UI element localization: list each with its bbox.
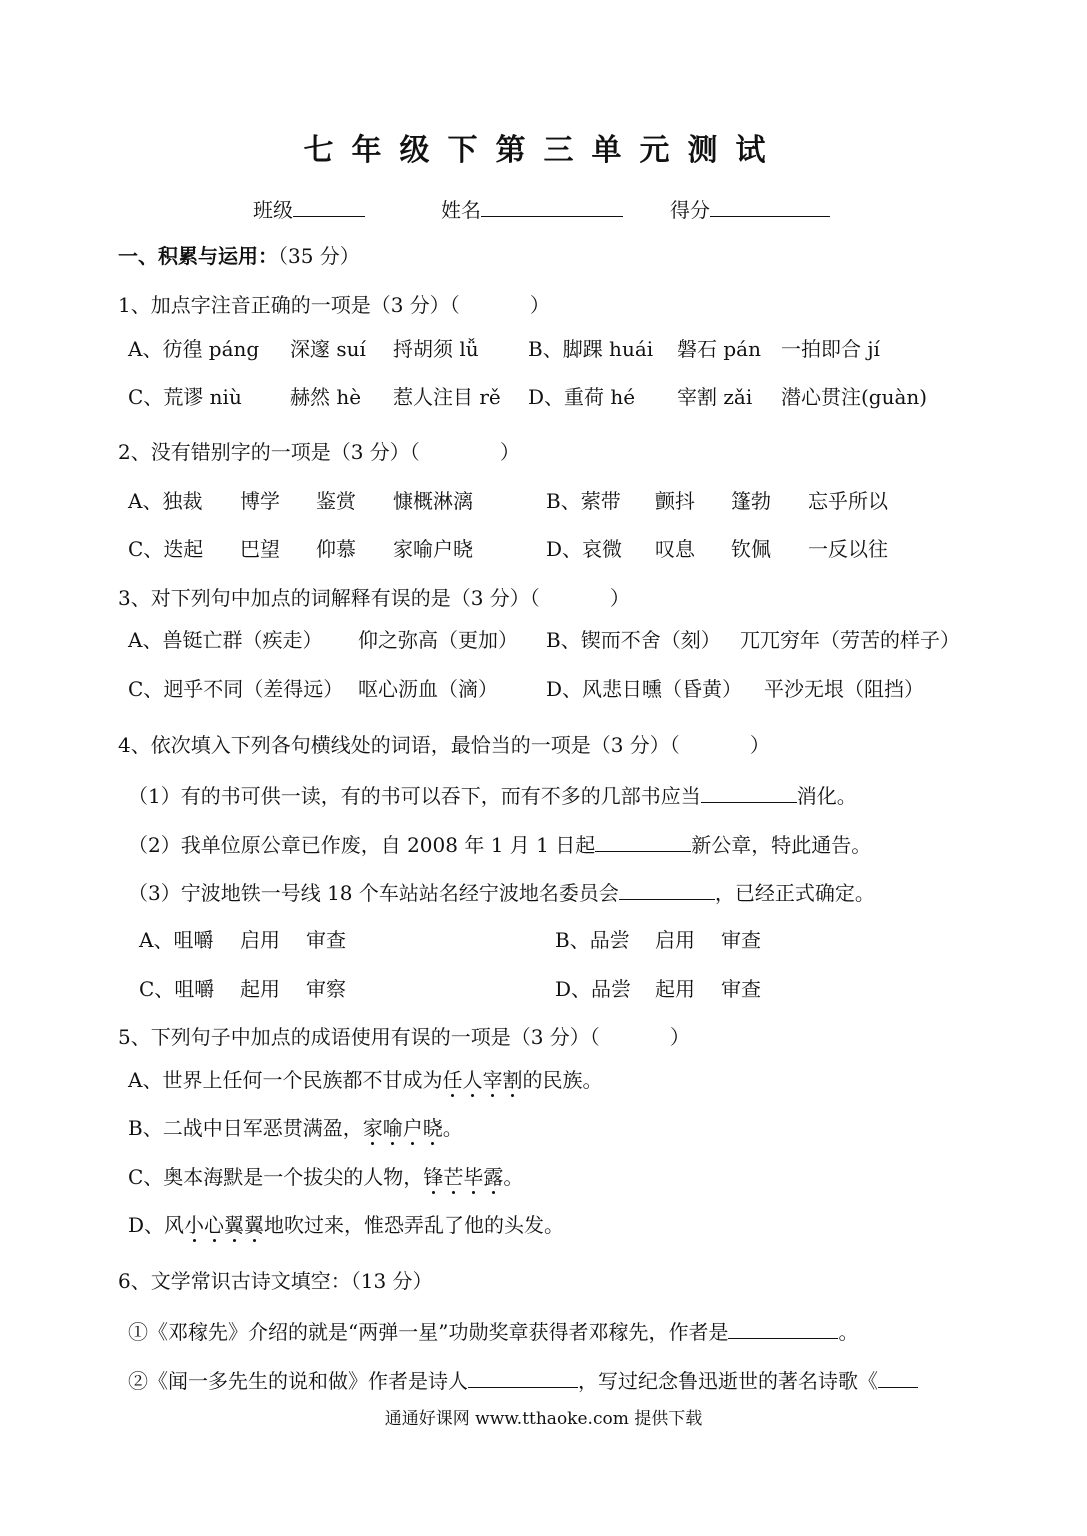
q1-option-c-item2: 赫然 hè (290, 385, 362, 409)
q1-option-b-item2: 磐石 pán (677, 337, 761, 361)
class-blank (293, 198, 365, 217)
q2-option-c-item3: 仰慕 (316, 537, 356, 561)
q3-option-b: B、锲而不舍（刻） (546, 628, 721, 652)
q4-option-c: C、咀嚼 (139, 977, 215, 1001)
q2-option-d: D、哀微 (546, 537, 623, 561)
q2-option-a: A、独裁 (128, 489, 203, 513)
q2-option-a-item4: 慷概淋漓 (393, 489, 473, 513)
emphasis-dot-char: 户 (402, 1116, 423, 1140)
q5-stem: 5、下列句子中加点的成语使用有误的一项是（3 分）（ ） (118, 1025, 690, 1049)
section-points: （35 分） (278, 244, 360, 268)
q1-option-a: A、彷徨 páng (128, 337, 260, 361)
q3-option-a: A、兽铤亡群（疾走） (128, 628, 323, 652)
emphasis-dot-char: 割 (502, 1068, 523, 1092)
q4-option-c-item3: 审察 (306, 977, 346, 1001)
class-field (253, 198, 365, 220)
q6-item-2: ②《闻一多先生的说和做》作者是诗人 ，写过纪念鲁迅逝世的著名诗歌《 (128, 1369, 918, 1391)
q4-blank-3 (619, 881, 715, 900)
q5-a-marked-idiom (442, 1068, 522, 1092)
q1-option-b: B、脚踝 huái (528, 337, 654, 361)
q6-blank-2 (468, 1369, 578, 1388)
q6-item-1: ①《邓稼先》介绍的就是“两弹一星”功勋奖章获得者邓稼先，作者是 。 (128, 1320, 859, 1344)
q4-option-b: B、品尝 (555, 928, 630, 952)
q1-option-d-item3: 潜心贯注(guàn) (781, 385, 928, 409)
q2-option-d-item3: 钦佩 (731, 537, 771, 561)
emphasis-dot-char: 翼 (224, 1213, 245, 1237)
q1-option-a-item2: 深邃 suí (290, 337, 366, 361)
q2-option-c: C、迭起 (128, 537, 204, 561)
score-blank (710, 198, 830, 217)
page-title: 七年级下第三单元测试 (303, 133, 784, 168)
q1-stem: 1、加点字注音正确的一项是（3 分）（ ） (118, 293, 550, 317)
q4-option-a-item2: 启用 (240, 928, 280, 952)
q4-option-b-item3: 审查 (721, 928, 761, 952)
q4-option-d: D、品尝 (555, 977, 632, 1001)
score-label: 得分 (670, 198, 710, 222)
class-label: 班级 (253, 198, 293, 222)
emphasis-dot-char: 人 (462, 1068, 483, 1092)
q2-option-c-item4: 家喻户晓 (393, 537, 473, 561)
q4-option-d-item3: 审查 (721, 977, 761, 1001)
q5-option-b: B、二战中日军恶贯满盈，家喻户晓。 (128, 1116, 463, 1140)
section-heading (118, 246, 360, 266)
emphasis-dot-char: 宰 (482, 1068, 503, 1092)
q3-option-d-item2: 平沙无垠（阻挡） (764, 677, 924, 701)
q5-d-marked-idiom (184, 1213, 264, 1237)
name-blank (481, 198, 623, 217)
q2-option-b-item4: 忘乎所以 (808, 489, 888, 513)
q2-stem: 2、没有错别字的一项是（3 分）（ ） (118, 440, 520, 464)
emphasis-dot-char: 露 (483, 1165, 504, 1189)
footer-credit: 通通好课网 www.tthaoke.com 提供下载 (384, 1409, 703, 1429)
q4-option-a-item3: 审查 (306, 928, 346, 952)
q4-option-b-item2: 启用 (655, 928, 695, 952)
q3-option-a-item2: 仰之弥高（更加） (358, 628, 518, 652)
name-label: 姓名 (441, 198, 481, 222)
q1-option-b-item3: 一拍即合 jí (781, 337, 880, 361)
q6-blank-3 (878, 1369, 918, 1388)
emphasis-dot-char: 翼 (244, 1213, 265, 1237)
q5-c-marked-idiom (423, 1165, 503, 1189)
q4-option-a: A、咀嚼 (139, 928, 214, 952)
emphasis-dot-char: 喻 (382, 1116, 403, 1140)
q3-stem: 3、对下列句中加点的词解释有误的是（3 分）（ ） (118, 586, 630, 610)
q3-option-c: C、迥乎不同（差得远） (128, 677, 344, 701)
q1-option-a-item3: 捋胡须 lǚ (393, 337, 479, 361)
q4-option-d-item2: 起用 (655, 977, 695, 1001)
q5-b-marked-idiom (363, 1116, 443, 1140)
q4-sentence-1: （1）有的书可供一读，有的书可以吞下，而有不多的几部书应当 消化。 (128, 784, 857, 808)
q1-option-c: C、荒谬 niù (128, 385, 242, 409)
emphasis-dot-char: 小 (184, 1213, 205, 1237)
q3-option-c-item2: 呕心沥血（滴） (358, 677, 498, 701)
q4-sentence-3: （3）宁波地铁一号线 18 个车站站名经宁波地名委员会 ，已经正式确定。 (128, 881, 875, 905)
q2-option-b: B、萦带 (546, 489, 621, 513)
emphasis-dot-char: 任 (442, 1068, 463, 1092)
emphasis-dot-char: 锋 (423, 1165, 444, 1189)
q2-option-b-item2: 颤抖 (655, 489, 695, 513)
q4-option-c-item2: 起用 (240, 977, 280, 1001)
section-title: 一、积累与运用： (118, 244, 278, 268)
score-field (670, 198, 830, 220)
q2-option-c-item2: 巴望 (240, 537, 280, 561)
q2-option-d-item4: 一反以往 (808, 537, 888, 561)
name-field (441, 198, 623, 220)
q3-option-d: D、风悲日曛（昏黄） (546, 677, 743, 701)
q5-option-a: A、世界上任何一个民族都不甘成为任人宰割的民族。 (128, 1068, 603, 1092)
q5-option-c: C、奥本海默是一个拔尖的人物，锋芒毕露。 (128, 1165, 524, 1189)
emphasis-dot-char: 心 (204, 1213, 225, 1237)
emphasis-dot-char: 家 (362, 1116, 383, 1140)
q1-option-d-item2: 宰割 zǎi (677, 385, 753, 409)
q5-option-d: D、风小心翼翼地吹过来，惟恐弄乱了他的头发。 (128, 1213, 565, 1237)
q2-option-a-item2: 博学 (240, 489, 280, 513)
q4-sentence-2: （2）我单位原公章已作废，自 2008 年 1 月 1 日起 新公章，特此通告。 (128, 833, 872, 857)
q1-option-d: D、重荷 hé (528, 385, 636, 409)
emphasis-dot-char: 晓 (422, 1116, 443, 1140)
q6-blank-1 (728, 1320, 838, 1339)
q4-stem: 4、依次填入下列各句横线处的词语，最恰当的一项是（3 分）（ ） (118, 733, 770, 757)
q6-stem: 6、文学常识古诗文填空：（13 分） (118, 1269, 433, 1293)
q2-option-a-item3: 鉴赏 (316, 489, 356, 513)
q4-blank-1 (701, 784, 797, 803)
q4-blank-2 (595, 833, 691, 852)
q2-option-d-item2: 叹息 (655, 537, 695, 561)
q2-option-b-item3: 篷勃 (731, 489, 771, 513)
q3-option-b-item2: 兀兀穷年（劳苦的样子） (740, 628, 960, 652)
emphasis-dot-char: 毕 (463, 1165, 484, 1189)
q1-option-c-item3: 惹人注目 rě (393, 385, 501, 409)
emphasis-dot-char: 芒 (443, 1165, 464, 1189)
